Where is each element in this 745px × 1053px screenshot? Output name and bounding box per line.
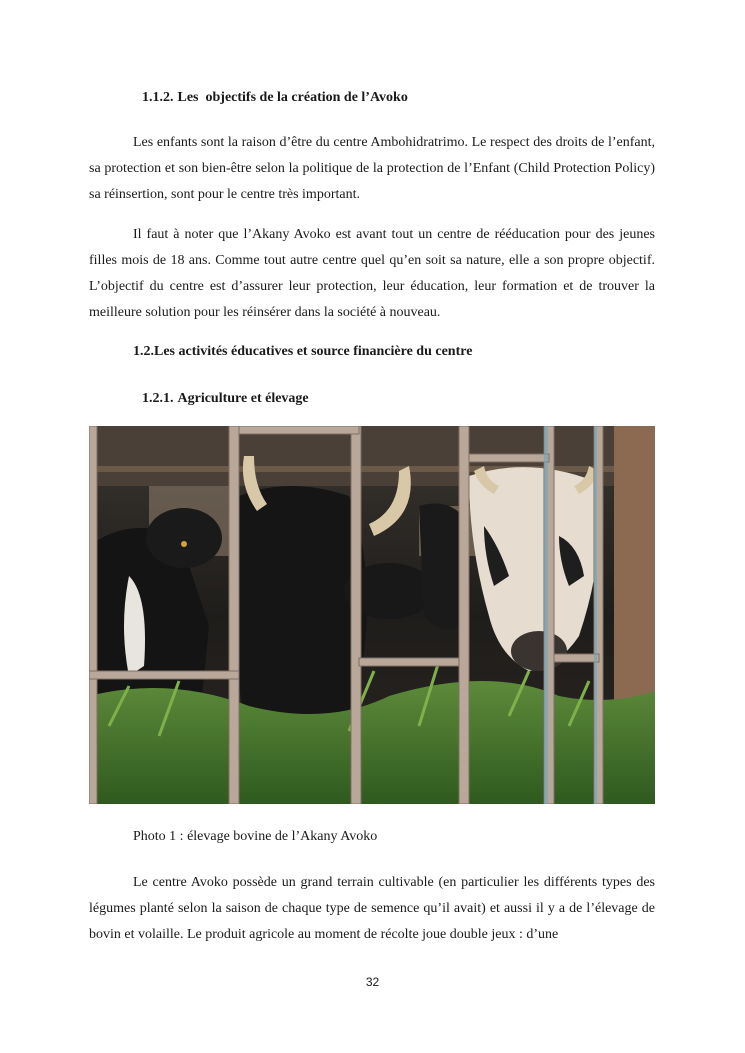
paragraph-2: Il faut à noter que l’Akany Avoko est avant tout un centre de rééducation pour des jeunes filles mois de 18 ans. Comme tout autre centre quel qu’en soit sa nature, elle a son propre objectif. L’objectif du centre est d’assurer leur protection, leur éducation, leur formation et de trouver la meilleure solution pour les réinsérer dans la société à nouveau. [89,227,655,320]
heading-1-1-2 [142,90,408,106]
heading-1-2-1 [142,391,309,407]
paragraph-3: Le centre Avoko possède un grand terrain cultivable (en particulier les différents types des légumes planté selon la saison de chaque type de semence qu’il avait) et aussi il y a de l’élevage de bovin et volaille. Le produit agricole au moment de récolte joue double jeux : d’une [89,875,655,942]
photo-caption: Photo 1 : élevage bovine de l’Akany Avoko [133,829,378,844]
heading-title: Agriculture et élevage [177,391,309,406]
cattle-photo [89,426,655,804]
heading-number: 1.2.1. [142,391,174,406]
heading-1-2: 1.2.Les activités éducatives et source financière du centre [133,344,473,359]
heading-number: 1.1.2. [142,90,174,105]
heading-title: Les objectifs de la création de l’Avoko [177,90,408,105]
paragraph-1: Les enfants sont la raison d’être du centre Ambohidratrimo. Le respect des droits de l’enfant, sa protection et son bien-être selon la politique de la protection de l’Enfant (Child Protection Policy) sa réinsertion, sont pour le centre très important. [89,135,655,202]
page-number: 32 [365,975,380,989]
